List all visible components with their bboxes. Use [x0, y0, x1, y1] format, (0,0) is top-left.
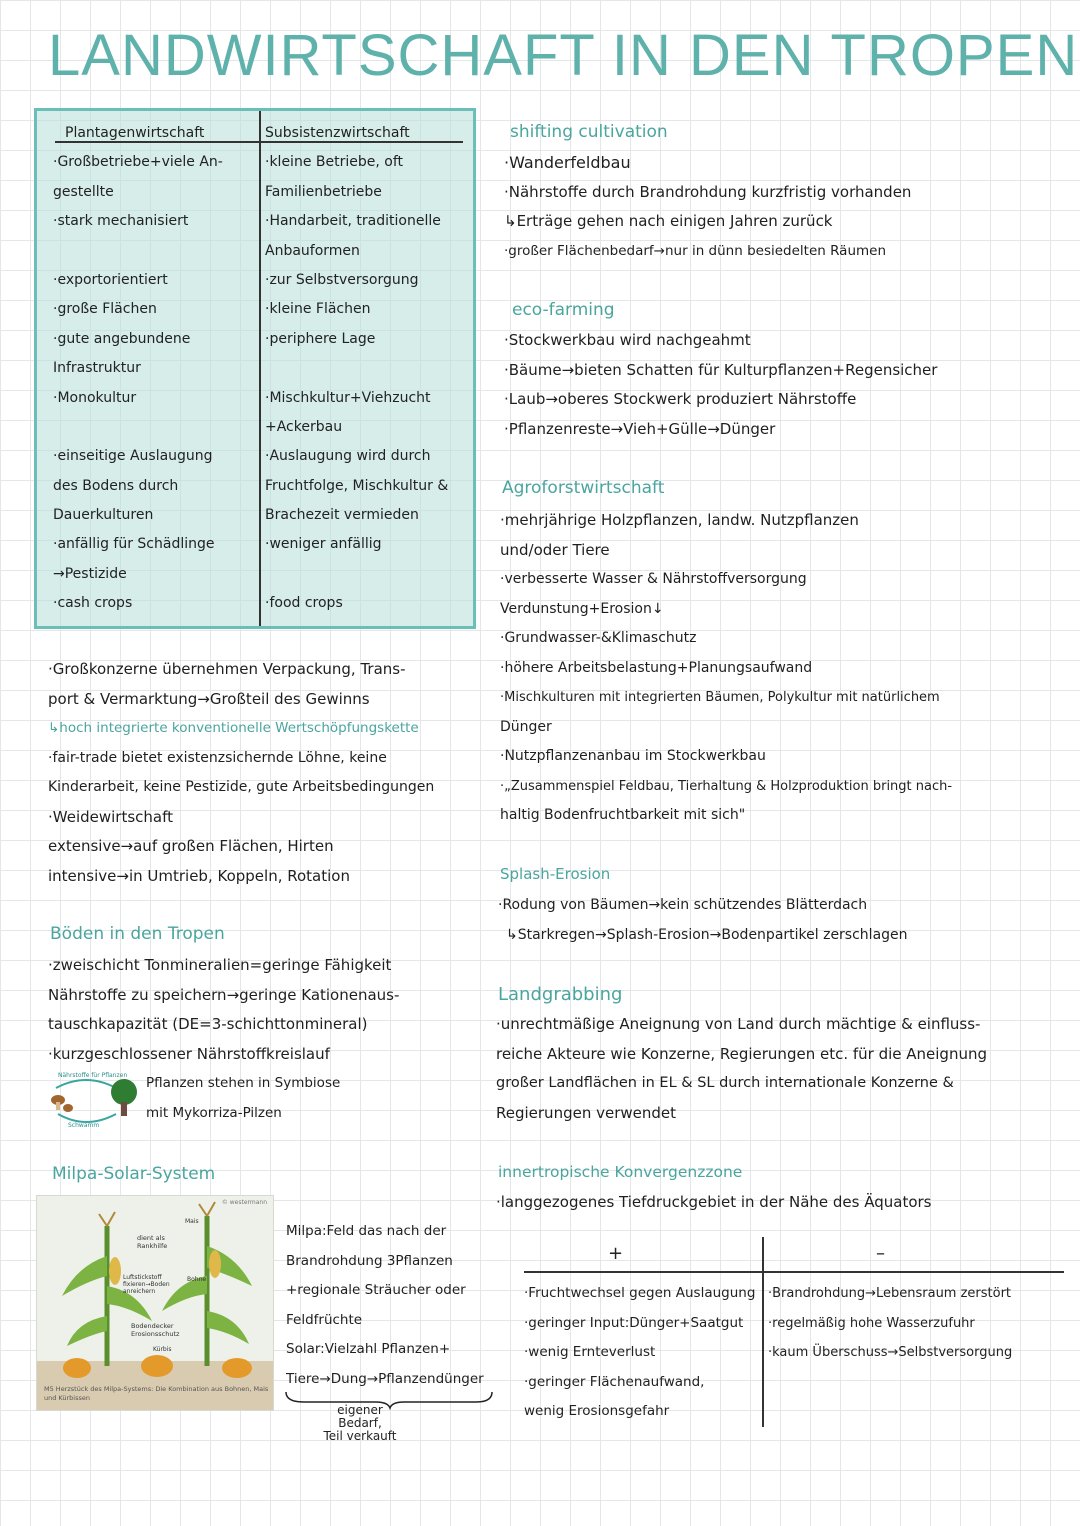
- milpa-line: Feldfrüchte: [286, 1311, 363, 1328]
- milpa-heading: Milpa-Solar-System: [52, 1164, 216, 1184]
- minus-line: ·regelmäßig hohe Wasserzufuhr: [768, 1315, 975, 1331]
- agro-line: Verdunstung+Erosion↓: [500, 600, 664, 617]
- label-stickstoff: Luftstickstoff fixieren→Boden anreichern: [123, 1274, 170, 1295]
- eco-line: ·Pflanzenreste→Vieh+Gülle→Dünger: [504, 419, 776, 438]
- minus-line: ·kaum Überschuss→Selbstversorgung: [768, 1345, 1013, 1360]
- note-line-wertschoepfung: ↳hoch integrierte konventionelle Wertschöpfungskette: [48, 720, 419, 736]
- sketch-label-bottom: Schwamm: [68, 1122, 100, 1129]
- milpa-line: Milpa:Feld das nach der: [286, 1223, 447, 1239]
- bracket-line: eigener: [337, 1403, 383, 1417]
- plantagen-line: gestellte: [53, 183, 114, 200]
- label-kuerbis: Kürbis: [153, 1346, 172, 1353]
- pro-contra-table: [524, 1237, 1064, 1427]
- boeden-line: tauschkapazität (DE=3-schichttonmineral): [48, 1015, 368, 1033]
- plantagen-line: ·Großbetriebe+viele An-: [53, 154, 223, 171]
- subsistenz-lines: [265, 148, 475, 618]
- label-mais: Mais: [185, 1218, 199, 1225]
- note-line: ·Weidewirtschaft: [48, 807, 174, 826]
- plantagen-line: Infrastruktur: [53, 360, 141, 377]
- table-column-plantagen: [53, 119, 257, 619]
- subsistenz-line: Anbauformen: [265, 242, 360, 259]
- plantagen-line: Dauerkulturen: [53, 507, 154, 524]
- milpa-caption: M5 Herzstück des Milpa-Systems: Die Kombination aus Bohnen, Mais und Kürbissen: [44, 1385, 269, 1402]
- milpa-illustration: [36, 1195, 274, 1411]
- label-bodendecker: Bodendecker Erosionsschutz: [131, 1322, 180, 1338]
- plantagen-line: ·cash crops: [53, 595, 133, 612]
- milpa-line: Tiere→Dung→Pflanzendünger: [286, 1370, 484, 1387]
- boeden-line: ·kurzgeschlossener Nährstoffkreislauf: [48, 1044, 330, 1063]
- subsistenz-line: ·kleine Betriebe, oft: [265, 154, 403, 171]
- eco-notes: [504, 326, 1064, 444]
- plus-line: ·Fruchtwechsel gegen Auslaugung: [524, 1285, 756, 1301]
- subsistenz-line: ·kleine Flächen: [265, 301, 371, 318]
- plus-line: ·geringer Flächenaufwand,: [524, 1373, 705, 1390]
- sketch-label-top: Nährstoffe für Pflanzen: [58, 1072, 128, 1079]
- milpa-line: +regionale Sträucher oder: [286, 1282, 466, 1298]
- note-line: intensive→in Umtrieb, Koppeln, Rotation: [48, 866, 350, 885]
- milpa-line: Solar:Vielzahl Pflanzen+: [286, 1341, 451, 1357]
- plantagen-line: ·Monokultur: [53, 389, 137, 406]
- note-line: ·fair-trade bietet existenzsichernde Löhne, keine: [48, 749, 387, 766]
- plus-line: wenig Erosionsgefahr: [524, 1403, 670, 1419]
- subsistenz-line: ·Mischkultur+Viehzucht: [265, 389, 431, 406]
- subsistenz-line: Brachezeit vermieden: [265, 507, 419, 524]
- subsistenz-line: +Ackerbau: [265, 418, 343, 435]
- plantagen-line: [53, 237, 257, 266]
- plantagen-line: ·gute angebundene: [53, 330, 191, 347]
- milpa-line: Brandrohdung 3Pflanzen: [286, 1252, 453, 1269]
- plantagen-line: [53, 413, 257, 442]
- symbiose-line: mit Mykorriza-Pilzen: [146, 1104, 282, 1121]
- boeden-notes: [48, 951, 478, 1069]
- boeden-line: ·zweischicht Tonmineralien=geringe Fähigkeit: [48, 956, 392, 974]
- landgrabbing-line: großer Landflächen in EL & SL durch internationale Konzerne &: [496, 1075, 954, 1091]
- plantagen-line: ·anfällig für Schädlinge: [53, 536, 215, 553]
- landgrabbing-heading: Landgrabbing: [498, 984, 623, 1005]
- symbiose-line: Pflanzen stehen in Symbiose: [146, 1075, 341, 1091]
- landgrabbing-line: reiche Akteure wie Konzerne, Regierungen etc. für die Aneignung: [496, 1044, 987, 1063]
- table-column-subsistenz: [265, 119, 475, 619]
- plantagen-line: des Bodens durch: [53, 477, 179, 494]
- plus-line: ·wenig Ernteverlust: [524, 1344, 656, 1360]
- minus-line: ·Brandrohdung→Lebensraum zerstört: [768, 1286, 1012, 1301]
- itc-notes: [496, 1188, 1070, 1218]
- comparison-table: [34, 108, 476, 629]
- shifting-line: ·Wanderfeldbau: [504, 153, 631, 172]
- note-line: extensive→auf großen Flächen, Hirten: [48, 837, 334, 855]
- bracket-line: Bedarf,: [338, 1416, 382, 1430]
- subsistenz-line: ·food crops: [265, 595, 343, 612]
- table-divider: [259, 111, 261, 626]
- pro-contra-divider: [762, 1237, 764, 1427]
- landgrabbing-notes: [496, 1010, 1070, 1128]
- itc-heading: innertropische Konvergenzzone: [498, 1163, 743, 1181]
- splash-notes: [498, 891, 1068, 950]
- plantagen-line: →Pestizide: [53, 565, 127, 582]
- eco-line: ·Laub→oberes Stockwerk produziert Nährstoffe: [504, 390, 857, 408]
- agro-line: ·Grundwasser-&Klimaschutz: [500, 630, 697, 646]
- note-line: ·Großkonzerne übernehmen Verpackung, Trans-: [48, 660, 406, 678]
- agro-heading: Agroforstwirtschaft: [502, 478, 665, 498]
- agro-line: Dünger: [500, 718, 552, 735]
- bracket-line: Teil verkauft: [323, 1429, 397, 1443]
- agro-line: ·Mischkulturen mit integrierten Bäumen, Polykultur mit natürlichem: [500, 690, 940, 705]
- agro-line: ·„Zusammenspiel Feldbau, Tierhaltung & Holzproduktion bringt nach-: [500, 778, 953, 794]
- eco-line: ·Bäume→bieten Schatten für Kulturpflanzen+Regensicher: [504, 360, 938, 379]
- pro-contra-header-line: [524, 1271, 1064, 1273]
- plus-line: ·geringer Input:Dünger+Saatgut: [524, 1314, 744, 1331]
- subsistenz-line: [265, 354, 475, 383]
- splash-line: ↳Starkregen→Splash-Erosion→Bodenpartikel zerschlagen: [506, 926, 908, 943]
- shifting-line: ·Nährstoffe durch Brandrohdung kurzfristig vorhanden: [504, 182, 912, 201]
- agro-line: und/oder Tiere: [500, 540, 610, 559]
- subsistenz-line: ·zur Selbstversorgung: [265, 271, 419, 288]
- minus-header: –: [876, 1243, 885, 1264]
- subsistenz-line: ·Handarbeit, traditionelle: [265, 213, 441, 230]
- plus-header: +: [608, 1243, 624, 1264]
- plantagen-line: ·einseitige Auslaugung: [53, 448, 213, 465]
- symbiose-notes: [146, 1069, 340, 1128]
- note-line: port & Vermarktung→Großteil des Gewinns: [48, 689, 370, 708]
- subsistenz-line: Fruchtfolge, Mischkultur &: [265, 477, 449, 494]
- bracket-note: [318, 1404, 402, 1443]
- shifting-line: ↳Erträge gehen nach einigen Jahren zurück: [504, 212, 833, 230]
- left-notes: [48, 655, 478, 891]
- itc-line: ·langgezogenes Tiefdruckgebiet in der Nähe des Äquators: [496, 1193, 932, 1211]
- plus-column: [524, 1279, 755, 1427]
- subsistenz-line: Familienbetriebe: [265, 183, 382, 200]
- plantagen-line: ·exportorientiert: [53, 271, 168, 288]
- milpa-notes: [286, 1217, 484, 1394]
- boeden-heading: Böden in den Tropen: [50, 924, 225, 944]
- agro-line: ·mehrjährige Holzpflanzen, landw. Nutzpflanzen: [500, 511, 859, 529]
- table-header-subsistenz: Subsistenzwirtschaft: [265, 125, 410, 141]
- plantagen-line: ·große Flächen: [53, 301, 157, 318]
- shifting-notes: [504, 148, 1064, 266]
- splash-heading: Splash-Erosion: [500, 865, 611, 883]
- landgrabbing-line: ·unrechtmäßige Aneignung von Land durch mächtige & einfluss-: [496, 1015, 981, 1033]
- table-header-plantagen: Plantagenwirtschaft: [65, 125, 205, 141]
- page-title: LANDWIRTSCHAFT IN DEN TROPEN: [48, 23, 1079, 88]
- eco-line: ·Stockwerkbau wird nachgeahmt: [504, 331, 751, 349]
- agro-notes: [500, 506, 1070, 831]
- splash-line: ·Rodung von Bäumen→kein schützendes Blätterdach: [498, 897, 868, 913]
- plantagen-lines: [53, 148, 257, 618]
- label-bohne: Bohne: [187, 1276, 207, 1283]
- subsistenz-line: ·weniger anfällig: [265, 536, 382, 553]
- subsistenz-line: [265, 560, 475, 589]
- subsistenz-line: ·Auslaugung wird durch: [265, 448, 431, 465]
- eco-heading: eco-farming: [512, 300, 615, 320]
- boeden-line: Nährstoffe zu speichern→geringe Kationenaus-: [48, 985, 400, 1004]
- note-line: Kinderarbeit, keine Pestizide, gute Arbeitsbedingungen: [48, 779, 435, 795]
- agro-line: ·höhere Arbeitsbelastung+Planungsaufwand: [500, 659, 813, 676]
- minus-column: [768, 1279, 1012, 1368]
- shifting-heading: shifting cultivation: [510, 122, 668, 142]
- label-rankhilfe: dient als Rankhilfe: [137, 1234, 168, 1250]
- shifting-line: ·großer Flächenbedarf→nur in dünn besiedelten Räumen: [504, 242, 887, 259]
- agro-line: ·verbesserte Wasser & Nährstoffversorgung: [500, 571, 807, 587]
- symbiose-sketch: [46, 1070, 146, 1132]
- landgrabbing-line: Regierungen verwendet: [496, 1103, 677, 1122]
- subsistenz-line: ·periphere Lage: [265, 330, 376, 347]
- agro-line: ·Nutzpflanzenanbau im Stockwerkbau: [500, 748, 766, 764]
- agro-line: haltig Bodenfruchtbarkeit mit sich": [500, 807, 746, 823]
- milpa-plant-drawing: [37, 1196, 273, 1410]
- plantagen-line: ·stark mechanisiert: [53, 213, 189, 230]
- image-copyright: © westermann: [221, 1199, 267, 1206]
